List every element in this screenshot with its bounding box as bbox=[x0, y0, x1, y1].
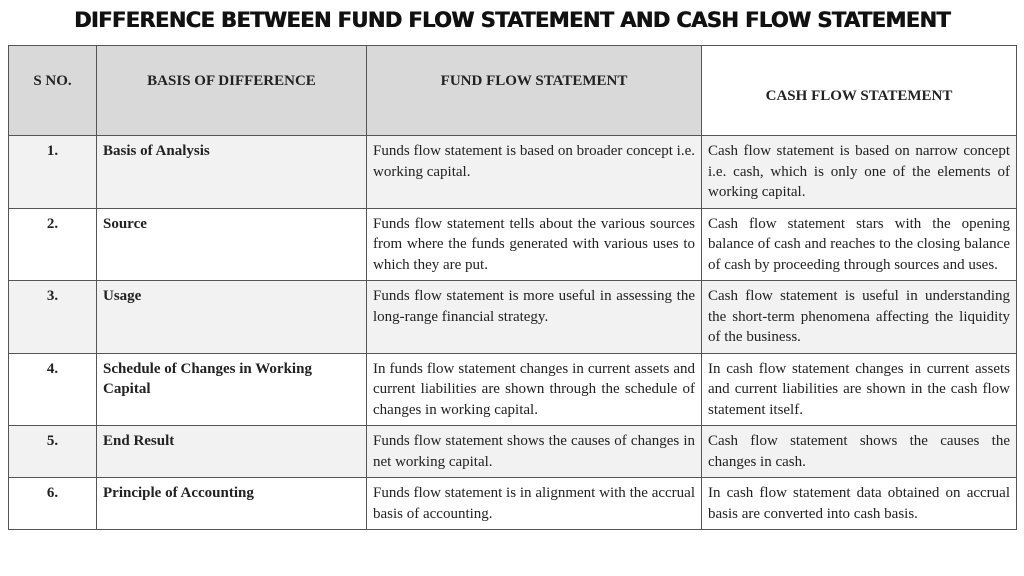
row-sno: 3. bbox=[9, 281, 97, 354]
header-row bbox=[9, 46, 1017, 136]
comparison-table bbox=[8, 45, 1017, 530]
row-basis: Usage bbox=[97, 281, 367, 354]
row-basis: Schedule of Changes in Working Capital bbox=[97, 353, 367, 426]
row-sno: 6. bbox=[9, 478, 97, 530]
row-fund-flow: Funds flow statement shows the causes of changes in net working capital. bbox=[367, 426, 702, 478]
table-row bbox=[9, 478, 1017, 530]
row-sno: 5. bbox=[9, 426, 97, 478]
header-fund-flow: FUND FLOW STATEMENT bbox=[367, 46, 702, 136]
header-basis: BASIS OF DIFFERENCE bbox=[97, 46, 367, 136]
row-fund-flow: Funds flow statement is based on broader concept i.e. working capital. bbox=[367, 136, 702, 209]
header-sno: S NO. bbox=[9, 46, 97, 136]
row-sno: 1. bbox=[9, 136, 97, 209]
row-cash-flow: Cash flow statement is useful in understanding the short-term phenomena affecting the liquidity of the business. bbox=[702, 281, 1017, 354]
row-basis: Principle of Accounting bbox=[97, 478, 367, 530]
row-cash-flow: In cash flow statement data obtained on accrual basis are converted into cash basis. bbox=[702, 478, 1017, 530]
row-fund-flow: Funds flow statement tells about the various sources from where the funds generated with various uses to which they are put. bbox=[367, 208, 702, 281]
table-row bbox=[9, 426, 1017, 478]
row-basis: Source bbox=[97, 208, 367, 281]
table-row bbox=[9, 353, 1017, 426]
page-title: DIFFERENCE BETWEEN FUND FLOW STATEMENT AND CASH FLOW STATEMENT bbox=[73, 8, 951, 32]
row-cash-flow: Cash flow statement stars with the opening balance of cash and reaches to the closing balance of cash by proceeding through sources and uses. bbox=[702, 208, 1017, 281]
table-row bbox=[9, 208, 1017, 281]
row-basis: End Result bbox=[97, 426, 367, 478]
row-sno: 2. bbox=[9, 208, 97, 281]
row-sno: 4. bbox=[9, 353, 97, 426]
row-basis: Basis of Analysis bbox=[97, 136, 367, 209]
row-fund-flow: Funds flow statement is more useful in assessing the long-range financial strategy. bbox=[367, 281, 702, 354]
row-cash-flow: Cash flow statement is based on narrow concept i.e. cash, which is only one of the elements of working capital. bbox=[702, 136, 1017, 209]
row-fund-flow: In funds flow statement changes in current assets and current liabilities are shown through the schedule of changes in working capital. bbox=[367, 353, 702, 426]
row-cash-flow: Cash flow statement shows the causes the changes in cash. bbox=[702, 426, 1017, 478]
table-row bbox=[9, 136, 1017, 209]
row-fund-flow: Funds flow statement is in alignment with the accrual basis of accounting. bbox=[367, 478, 702, 530]
row-cash-flow: In cash flow statement changes in current assets and current liabilities are shown in the cash flow statement itself. bbox=[702, 353, 1017, 426]
table-row bbox=[9, 281, 1017, 354]
header-cash-flow: CASH FLOW STATEMENT bbox=[702, 46, 1017, 136]
